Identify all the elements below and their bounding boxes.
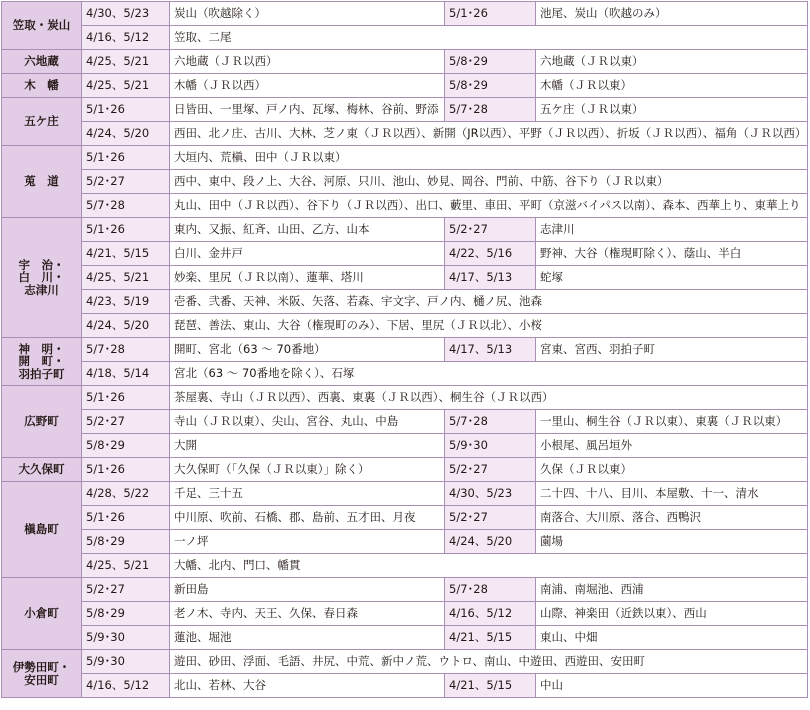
collection-date: 4/25、5/21 [82, 266, 170, 290]
collection-places: 東山、中畑 [536, 626, 808, 650]
collection-places: 二十四、十八、目川、本屋敷、十一、清水 [536, 482, 808, 506]
collection-places: 日皆田、一里塚、戸ノ内、瓦塚、梅林、谷前、野添 [170, 98, 445, 122]
collection-date: 5/1･26 [445, 2, 536, 26]
collection-date: 5/2･27 [82, 578, 170, 602]
collection-places: 南落合、大川原、落合、西鴨沢 [536, 506, 808, 530]
collection-date: 5/1･26 [82, 506, 170, 530]
collection-places: 薗場 [536, 530, 808, 554]
collection-date: 5/1･26 [82, 146, 170, 170]
collection-date: 5/7･28 [82, 338, 170, 362]
collection-places: 一ノ坪 [170, 530, 445, 554]
collection-date: 4/30、5/23 [82, 2, 170, 26]
collection-date: 5/2･27 [445, 458, 536, 482]
collection-date: 5/1･26 [82, 98, 170, 122]
collection-date: 4/16、5/12 [82, 674, 170, 698]
table-row [2, 626, 808, 650]
area-name: 宇 治・ 白 川・ 志津川 [2, 218, 82, 338]
collection-places: 宮東、宮西、羽拍子町 [536, 338, 808, 362]
area-name: 神 明・ 開 町・ 羽拍子町 [2, 338, 82, 386]
collection-date: 4/21、5/15 [82, 242, 170, 266]
collection-date: 5/7･28 [82, 194, 170, 218]
collection-places: 琵琶、善法、東山、大谷（権現町のみ）、下居、里尻（ＪＲ以北）、小桜 [170, 314, 808, 338]
collection-date: 4/28、5/22 [82, 482, 170, 506]
collection-date: 4/24、5/20 [82, 314, 170, 338]
table-row [2, 674, 808, 698]
collection-places: 一里山、桐生谷（ＪＲ以東）、東裏（ＪＲ以東） [536, 410, 808, 434]
collection-schedule-table [1, 1, 808, 698]
collection-date: 4/16、5/12 [445, 602, 536, 626]
table-row [2, 170, 808, 194]
table-row [2, 50, 808, 74]
collection-date: 5/2･27 [82, 410, 170, 434]
collection-places: 中山 [536, 674, 808, 698]
table-row [2, 530, 808, 554]
collection-date: 5/1･26 [82, 218, 170, 242]
collection-places: 新田島 [170, 578, 445, 602]
collection-places: 木幡（ＪＲ以西） [170, 74, 445, 98]
collection-date: 4/21、5/15 [445, 626, 536, 650]
collection-places: 東内、又振、紅斉、山田、乙方、山本 [170, 218, 445, 242]
area-name: 莵 道 [2, 146, 82, 218]
area-name: 小倉町 [2, 578, 82, 650]
collection-places: 池尾、炭山（吹越のみ） [536, 2, 808, 26]
collection-date: 5/8･29 [445, 74, 536, 98]
table-row [2, 602, 808, 626]
collection-places: 西田、北ノ庄、古川、大林、芝ノ東（ＪＲ以西）、新開（JR以西）、平野（ＪＲ以西）、折坂（ＪＲ以西）、福角（ＪＲ以西） [170, 122, 808, 146]
collection-places: 野神、大谷（権現町除く）、蔭山、半白 [536, 242, 808, 266]
collection-places: 山際、神楽田（近鉄以東）、西山 [536, 602, 808, 626]
schedule-body [2, 2, 808, 698]
collection-date: 4/30、5/23 [445, 482, 536, 506]
collection-places: 蛇塚 [536, 266, 808, 290]
collection-places: 大垣内、荒槇、田中（ＪＲ以東） [170, 146, 808, 170]
table-row [2, 362, 808, 386]
collection-places: 六地蔵（ＪＲ以西） [170, 50, 445, 74]
collection-date: 4/24、5/20 [82, 122, 170, 146]
collection-date: 5/9･30 [445, 434, 536, 458]
table-row [2, 458, 808, 482]
collection-date: 4/18、5/14 [82, 362, 170, 386]
collection-date: 4/17、5/13 [445, 338, 536, 362]
table-row [2, 650, 808, 674]
area-name: 笠取・炭山 [2, 2, 82, 50]
collection-places: 笠取、二尾 [170, 26, 808, 50]
collection-places: 中川原、吹前、石橋、郡、島前、五才田、月夜 [170, 506, 445, 530]
collection-date: 4/21、5/15 [445, 674, 536, 698]
collection-places: 開町、宮北（63 〜 70番地） [170, 338, 445, 362]
collection-places: 大開 [170, 434, 445, 458]
collection-date: 4/25、5/21 [82, 74, 170, 98]
collection-places: 白川、金井戸 [170, 242, 445, 266]
collection-date: 5/1･26 [82, 458, 170, 482]
table-row [2, 578, 808, 602]
area-name: 六地蔵 [2, 50, 82, 74]
collection-date: 5/7･28 [445, 410, 536, 434]
collection-places: 久保（ＪＲ以東） [536, 458, 808, 482]
collection-places: 五ケ庄（ＪＲ以東） [536, 98, 808, 122]
table-row [2, 482, 808, 506]
collection-date: 5/2･27 [445, 506, 536, 530]
table-row [2, 242, 808, 266]
collection-places: 南浦、南堀池、西浦 [536, 578, 808, 602]
table-row [2, 554, 808, 578]
collection-places: 宮北（63 〜 70番地を除く）、石塚 [170, 362, 808, 386]
table-row [2, 218, 808, 242]
collection-places: 蓮池、堀池 [170, 626, 445, 650]
collection-places: 大幡、北内、門口、幡貫 [170, 554, 808, 578]
collection-places: 西中、東中、段ノ上、大谷、河原、只川、池山、妙見、岡谷、門前、中筋、谷下り（ＪＲ以東） [170, 170, 808, 194]
collection-date: 4/25、5/21 [82, 554, 170, 578]
collection-places: 茶屋裏、寺山（ＪＲ以西）、西裏、東裏（ＪＲ以西）、桐生谷（ＪＲ以西） [170, 386, 808, 410]
collection-places: 遊田、砂田、浮面、毛語、井尻、中荒、新中ノ荒、ウトロ、南山、中遊田、西遊田、安田町 [170, 650, 808, 674]
collection-date: 5/7･28 [445, 98, 536, 122]
table-row [2, 26, 808, 50]
area-name: 伊勢田町・ 安田町 [2, 650, 82, 698]
collection-places: 壱番、弐番、天神、米阪、矢落、若森、宇文字、戸ノ内、樋ノ尻、池森 [170, 290, 808, 314]
collection-date: 4/16、5/12 [82, 26, 170, 50]
table-row [2, 266, 808, 290]
table-row [2, 98, 808, 122]
collection-date: 5/9･30 [82, 650, 170, 674]
collection-places: 六地蔵（ＪＲ以東） [536, 50, 808, 74]
collection-date: 5/2･27 [445, 218, 536, 242]
collection-places: 妙楽、里尻（ＪＲ以南）、蓮華、塔川 [170, 266, 445, 290]
collection-date: 5/2･27 [82, 170, 170, 194]
collection-date: 5/8･29 [82, 434, 170, 458]
collection-date: 4/25、5/21 [82, 50, 170, 74]
collection-date: 5/8･29 [445, 50, 536, 74]
collection-date: 4/24、5/20 [445, 530, 536, 554]
table-row [2, 194, 808, 218]
table-row [2, 386, 808, 410]
area-name: 広野町 [2, 386, 82, 458]
collection-places: 大久保町（「久保（ＪＲ以東）」除く） [170, 458, 445, 482]
collection-date: 5/7･28 [445, 578, 536, 602]
collection-places: 志津川 [536, 218, 808, 242]
collection-date: 5/1･26 [82, 386, 170, 410]
table-row [2, 146, 808, 170]
collection-places: 丸山、田中（ＪＲ以西）、谷下り（ＪＲ以西）、出口、藪里、車田、平町（京滋バイパス以南）、森本、西華上り、東華上り [170, 194, 808, 218]
collection-date: 5/8･29 [82, 530, 170, 554]
collection-date: 5/9･30 [82, 626, 170, 650]
area-name: 大久保町 [2, 458, 82, 482]
table-row [2, 338, 808, 362]
collection-date: 4/22、5/16 [445, 242, 536, 266]
collection-places: 千足、三十五 [170, 482, 445, 506]
collection-places: 炭山（吹越除く） [170, 2, 445, 26]
table-row [2, 290, 808, 314]
area-name: 槇島町 [2, 482, 82, 578]
collection-date: 5/8･29 [82, 602, 170, 626]
table-row [2, 434, 808, 458]
collection-date: 4/17、5/13 [445, 266, 536, 290]
collection-places: 木幡（ＪＲ以東） [536, 74, 808, 98]
table-row [2, 2, 808, 26]
collection-places: 北山、若林、大谷 [170, 674, 445, 698]
table-row [2, 506, 808, 530]
table-row [2, 410, 808, 434]
collection-places: 老ノ木、寺内、天王、久保、春日森 [170, 602, 445, 626]
collection-places: 小根尾、風呂垣外 [536, 434, 808, 458]
table-row [2, 74, 808, 98]
collection-date: 4/23、5/19 [82, 290, 170, 314]
area-name: 五ケ庄 [2, 98, 82, 146]
table-row [2, 122, 808, 146]
collection-places: 寺山（ＪＲ以東）、尖山、宮谷、丸山、中島 [170, 410, 445, 434]
table-row [2, 314, 808, 338]
area-name: 木 幡 [2, 74, 82, 98]
